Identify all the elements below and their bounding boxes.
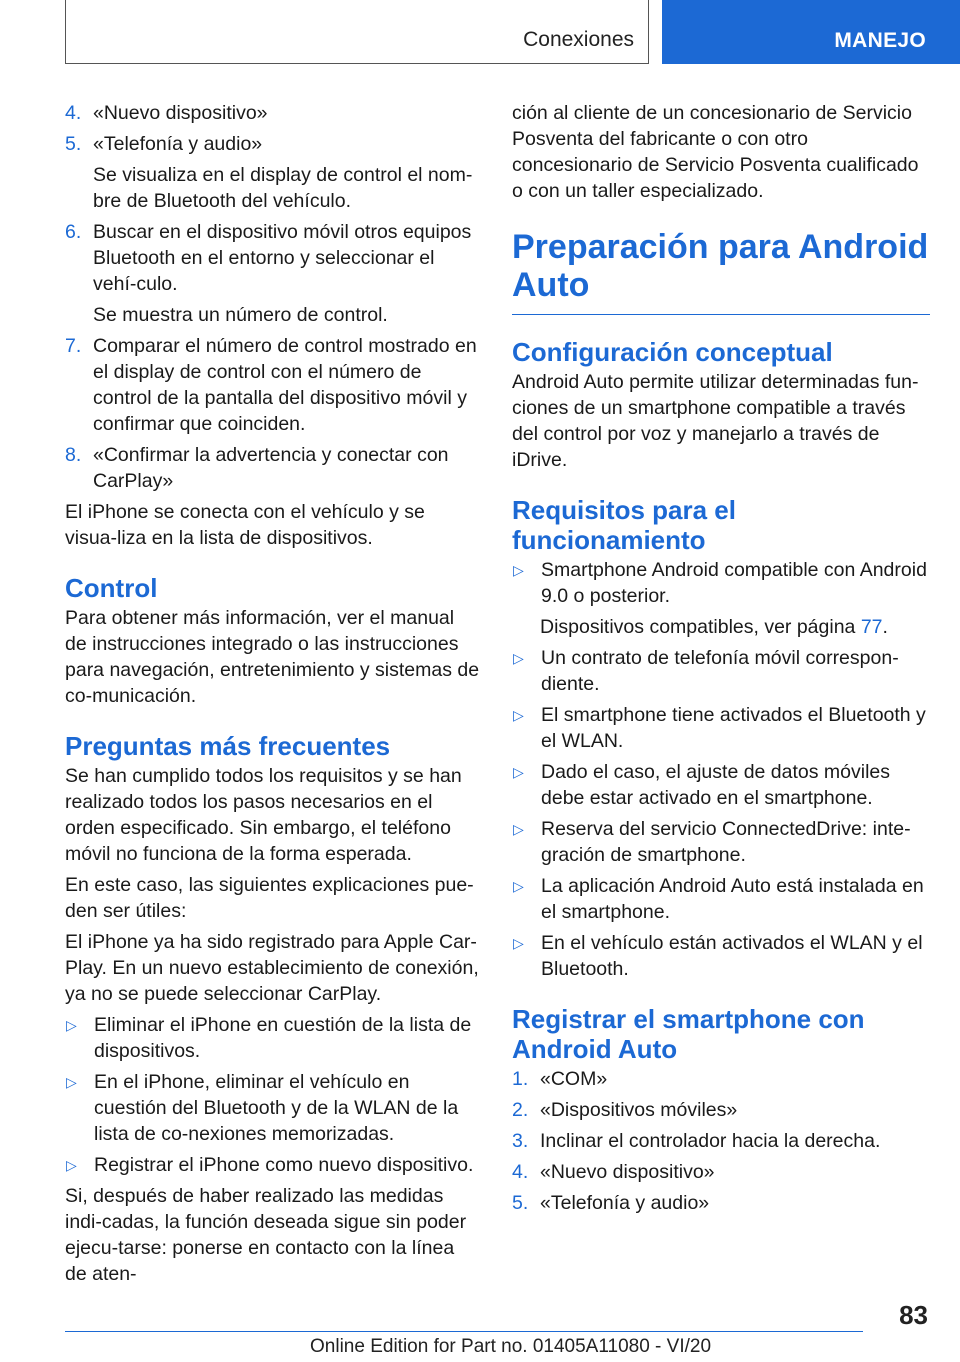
paragraph: Para obtener más información, ver el manual de instrucciones integrado o las instrucciones para navegación, entretenimiento y sistemas de co-municación. <box>65 607 480 707</box>
paragraph: El iPhone se conecta con el vehículo y se visua-liza en la lista de dispositivos. <box>65 501 425 549</box>
triangle-bullet-icon: ▷ <box>513 821 524 837</box>
step-note: Se muestra un número de control. <box>93 304 388 326</box>
list-item <box>65 1012 480 1064</box>
step-text: «Nuevo dispositivo» <box>540 1161 715 1183</box>
step-number: 2. <box>512 1099 529 1121</box>
step-text: «COM» <box>540 1068 608 1090</box>
page-number: 83 <box>899 1300 928 1330</box>
triangle-bullet-icon: ▷ <box>66 1157 77 1173</box>
step-text: «Nuevo dispositivo» <box>93 102 268 124</box>
step-number: 1. <box>512 1068 529 1090</box>
triangle-bullet-icon: ▷ <box>513 707 524 723</box>
paragraph: El iPhone ya ha sido registrado para Apple Car-Play. En un nuevo establecimiento de conexión, ya no se puede seleccionar CarPlay. <box>65 931 479 1005</box>
bullet-text: En el vehículo están activados el WLAN y el Bluetooth. <box>541 932 923 980</box>
list-item <box>512 759 930 811</box>
list-item <box>512 645 930 697</box>
paragraph: Si, después de haber realizado las medidas indi-cadas, la función deseada sigue sin poder ejecu-tarse: ponerse en contacto con la línea de aten- <box>65 1185 467 1285</box>
step-text: Buscar en el dispositivo móvil otros equipos Bluetooth en el entorno y seleccionar el vehí-culo. <box>93 221 472 295</box>
list-item <box>512 702 930 754</box>
step-number: 8. <box>65 444 82 466</box>
chapter-title: MANEJO <box>834 29 926 52</box>
bullet-text: Eliminar el iPhone en cuestión de la lista de dispositivos. <box>94 1014 472 1062</box>
section-heading-register: Registrar el smartphone con Android Auto <box>512 1004 865 1064</box>
note-text: Dispositivos compatibles, ver página <box>540 616 861 638</box>
bullet-text: La aplicación Android Auto está instalada en el smartphone. <box>541 875 924 923</box>
step-text: «Dispositivos móviles» <box>540 1099 738 1121</box>
list-item <box>512 1159 930 1185</box>
triangle-bullet-icon: ▷ <box>513 764 524 780</box>
step-note: Se visualiza en el display de control el nom-bre de Bluetooth del vehículo. <box>93 164 473 212</box>
right-column <box>512 100 930 1221</box>
step-text: Comparar el número de control mostrado en el display de control con el número de control de la pantalla del dispositivo móvil y confirmar que coinciden. <box>93 335 477 435</box>
list-item <box>512 1128 930 1154</box>
paragraph: En este caso, las siguientes explicaciones pue-den ser útiles: <box>65 874 474 922</box>
edition-note: Online Edition for Part no. 01405A11080 - VI/20 <box>310 1336 712 1357</box>
heading-divider <box>512 314 930 315</box>
step-number: 4. <box>65 102 82 124</box>
list-item <box>65 1152 480 1178</box>
triangle-bullet-icon: ▷ <box>66 1074 77 1090</box>
list-item <box>65 333 480 437</box>
step-number: 5. <box>512 1192 529 1214</box>
bullet-text: Reserva del servicio ConnectedDrive: inte-gración de smartphone. <box>541 818 911 866</box>
paragraph: Se han cumplido todos los requisitos y se han realizado todos los pasos necesarios en el orden especificado. Sin embargo, el teléfono móvil no funciona de la forma esperada. <box>65 765 462 865</box>
list-item <box>512 816 930 868</box>
triangle-bullet-icon: ▷ <box>513 935 524 951</box>
bullet-note <box>512 614 930 640</box>
page-reference-link[interactable]: 77 <box>860 616 883 638</box>
list-item <box>512 557 930 609</box>
section-tab <box>65 0 649 64</box>
list-item <box>512 1190 930 1216</box>
step-number: 7. <box>65 335 82 357</box>
section-heading-control: Control <box>65 573 158 603</box>
step-text: «Telefonía y audio» <box>93 133 263 155</box>
list-item <box>512 930 930 982</box>
triangle-bullet-icon: ▷ <box>513 562 524 578</box>
section-heading-faq: Preguntas más frecuentes <box>65 731 391 761</box>
bullet-text: Un contrato de telefonía móvil correspon-diente. <box>541 647 899 695</box>
list-item <box>65 442 480 494</box>
section-heading-requirements: Requisitos para el funcionamiento <box>512 495 736 555</box>
note-text: . <box>882 616 888 638</box>
step-number: 4. <box>512 1161 529 1183</box>
bullet-text: Dado el caso, el ajuste de datos móviles debe estar activado en el smartphone. <box>541 761 891 809</box>
list-item <box>65 100 480 126</box>
paragraph: Android Auto permite utilizar determinadas fun-ciones de un smartphone compatible a través del control por voz y manejarlo a través de iDrive. <box>512 371 919 471</box>
list-item <box>65 1069 480 1147</box>
list-item <box>65 219 480 297</box>
triangle-bullet-icon: ▷ <box>66 1017 77 1033</box>
footer-divider <box>65 1331 863 1332</box>
bullet-text: El smartphone tiene activados el Bluetooth y el WLAN. <box>541 704 926 752</box>
list-item <box>512 873 930 925</box>
chapter-tab <box>662 0 960 64</box>
step-text: «Telefonía y audio» <box>540 1192 710 1214</box>
list-item <box>65 131 480 157</box>
section-heading-concept: Configuración conceptual <box>512 337 833 367</box>
bullet-text: En el iPhone, eliminar el vehículo en cuestión del Bluetooth y de la WLAN de la lista de co-nexiones memorizadas. <box>94 1071 459 1145</box>
bullet-text: Smartphone Android compatible con Android 9.0 o posterior. <box>541 559 927 607</box>
step-number: 3. <box>512 1130 529 1152</box>
step-text: Inclinar el controlador hacia la derecha. <box>540 1130 881 1152</box>
step-number: 6. <box>65 221 82 243</box>
triangle-bullet-icon: ▷ <box>513 650 524 666</box>
page-header <box>0 0 960 66</box>
step-text: «Confirmar la advertencia y conectar con CarPlay» <box>93 444 449 492</box>
list-item <box>512 1097 930 1123</box>
bullet-text: Registrar el iPhone como nuevo dispositivo. <box>94 1154 474 1176</box>
section-title: Conexiones <box>523 28 634 51</box>
left-column <box>65 100 480 1292</box>
chapter-heading-android-auto: Preparación para Android Auto <box>512 228 929 304</box>
triangle-bullet-icon: ▷ <box>513 878 524 894</box>
paragraph: ción al cliente de un concesionario de Servicio Posventa del fabricante o con otro concesionario de Servicio Posventa cualificado o con un taller especializado. <box>512 102 919 202</box>
list-item <box>512 1066 930 1092</box>
step-number: 5. <box>65 133 82 155</box>
